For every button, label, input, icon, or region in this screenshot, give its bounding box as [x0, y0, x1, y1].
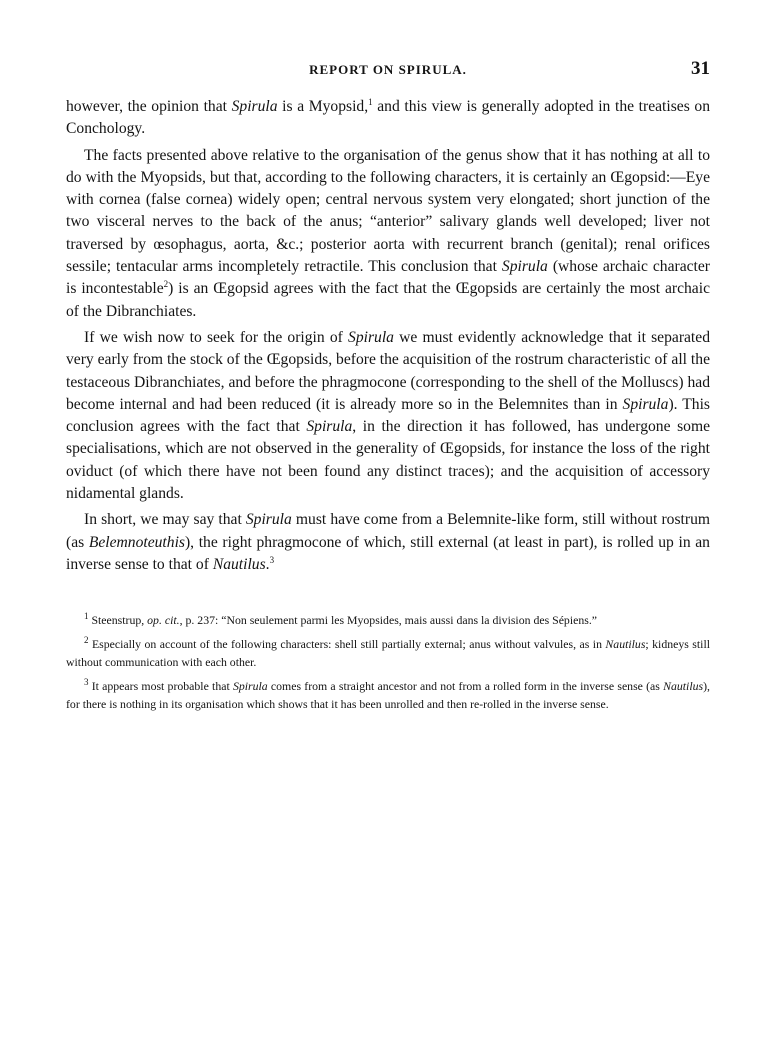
text-run: ), for there is nothing in its organisation which shows that it has been unrolled and then re-rolled in the inverse sense.: [66, 679, 710, 711]
text-run: ) is an Œgopsid agrees with the fact that the Œgopsids are certainly the most archaic of the Dibranchiates.: [66, 280, 710, 320]
footnote: [66, 635, 710, 671]
text-run: ). This conclusion agrees with the fact that: [66, 395, 710, 436]
footnote-marker: 1: [368, 96, 373, 107]
italic-term: op. cit.: [147, 613, 180, 627]
footnote: [66, 611, 710, 629]
italic-term: Spirula: [232, 679, 268, 693]
body-paragraph: [66, 327, 710, 505]
italic-term: Spirula: [306, 418, 353, 436]
text-run: If we wish now to seek for the origin of: [84, 328, 349, 346]
footnote-marker: 2: [163, 279, 169, 290]
text-run: , in the direction it has followed, has undergone some specialisations, which are not observed in the generality of Œgopsids, for instance the loss of the right oviduct (of which there have not been found any distinct traces); and the acquisition of accessory nidamental glands.: [66, 418, 710, 503]
italic-term: Nautilus: [663, 679, 704, 693]
footnote-marker: 1: [84, 611, 89, 622]
footnotes: [66, 611, 710, 719]
text-run: , p. 237: “Non seulement parmi les Myopsides, mais aussi dans la division des Sépiens.”: [179, 613, 598, 627]
body-paragraph: [66, 509, 710, 576]
italic-term: Belemnoteuthis: [88, 533, 185, 551]
text-run: (whose archaic character is incontestable: [66, 258, 710, 298]
italic-term: Spirula: [622, 395, 669, 413]
text-run: In short, we may say that: [84, 511, 246, 529]
running-header: [66, 58, 710, 82]
running-title: REPORT ON SPIRULA.: [309, 62, 467, 77]
italic-term: Spirula: [501, 258, 548, 276]
text-run: must have come from a Belemnite-like form, still without rostrum (as: [66, 511, 710, 551]
body-paragraph: [66, 96, 710, 141]
text-run: The facts presented above relative to the organisation of the genus show that it has nothing at all to do with the Myopsids, but that, according to the following characters, it is certainly an Œgopsid:—Eye with cornea (false cornea) widely open; central nervous system very elongated; short junction of the two visceral nerves to the back of the anus; “anterior” salivary glands well developed; liver not traversed by œsophagus, aorta, &c.; posterior aorta with recurrent branch (genital); renal orifices sessile; tentacular arms incompletely retractile. This conclusion that: [66, 146, 710, 276]
text-run: is a Myopsid,: [277, 98, 369, 115]
text-run: however, the opinion that: [66, 98, 232, 115]
body-paragraph: [66, 145, 710, 323]
footnote-marker: 3: [84, 677, 89, 688]
text-run: Steenstrup,: [88, 613, 148, 627]
text-run: Especially on account of the following characters: shell still partially external; anus without valvules, as in: [88, 637, 606, 651]
italic-term: Spirula: [245, 511, 292, 529]
text-run: and this view is generally adopted in the treatises on Conchology.: [66, 98, 711, 138]
body-text: [66, 96, 710, 580]
footnote-marker: 2: [84, 635, 89, 646]
text-run: we must evidently acknowledge that it separated very early from the stock of the Œgopsids, before the acquisition of the rostrum characteristic of all the testaceous Dibranchiates, and before the phragmocone (corresponding to the shell of the Molluscs) had become internal and had been reduced (it is already more so in the Belemnites than in: [66, 328, 710, 413]
italic-term: Spirula: [348, 328, 394, 346]
text-run: It appears most probable that: [88, 679, 233, 693]
text-run: ; kidneys still without communication with each other.: [66, 637, 710, 669]
italic-term: Nautilus: [605, 637, 646, 651]
text-run: comes from a straight ancestor and not from a rolled form in the inverse sense (as: [267, 679, 664, 693]
text-run: .: [265, 555, 270, 573]
footnote: [66, 677, 710, 713]
page-number: 31: [691, 58, 710, 79]
italic-term: Nautilus: [212, 555, 266, 573]
italic-term: Spirula: [231, 98, 278, 115]
footnote-marker: 3: [269, 554, 275, 565]
text-run: ), the right phragmocone of which, still external (at least in part), is rolled up in an inverse sense to that of: [66, 533, 710, 573]
